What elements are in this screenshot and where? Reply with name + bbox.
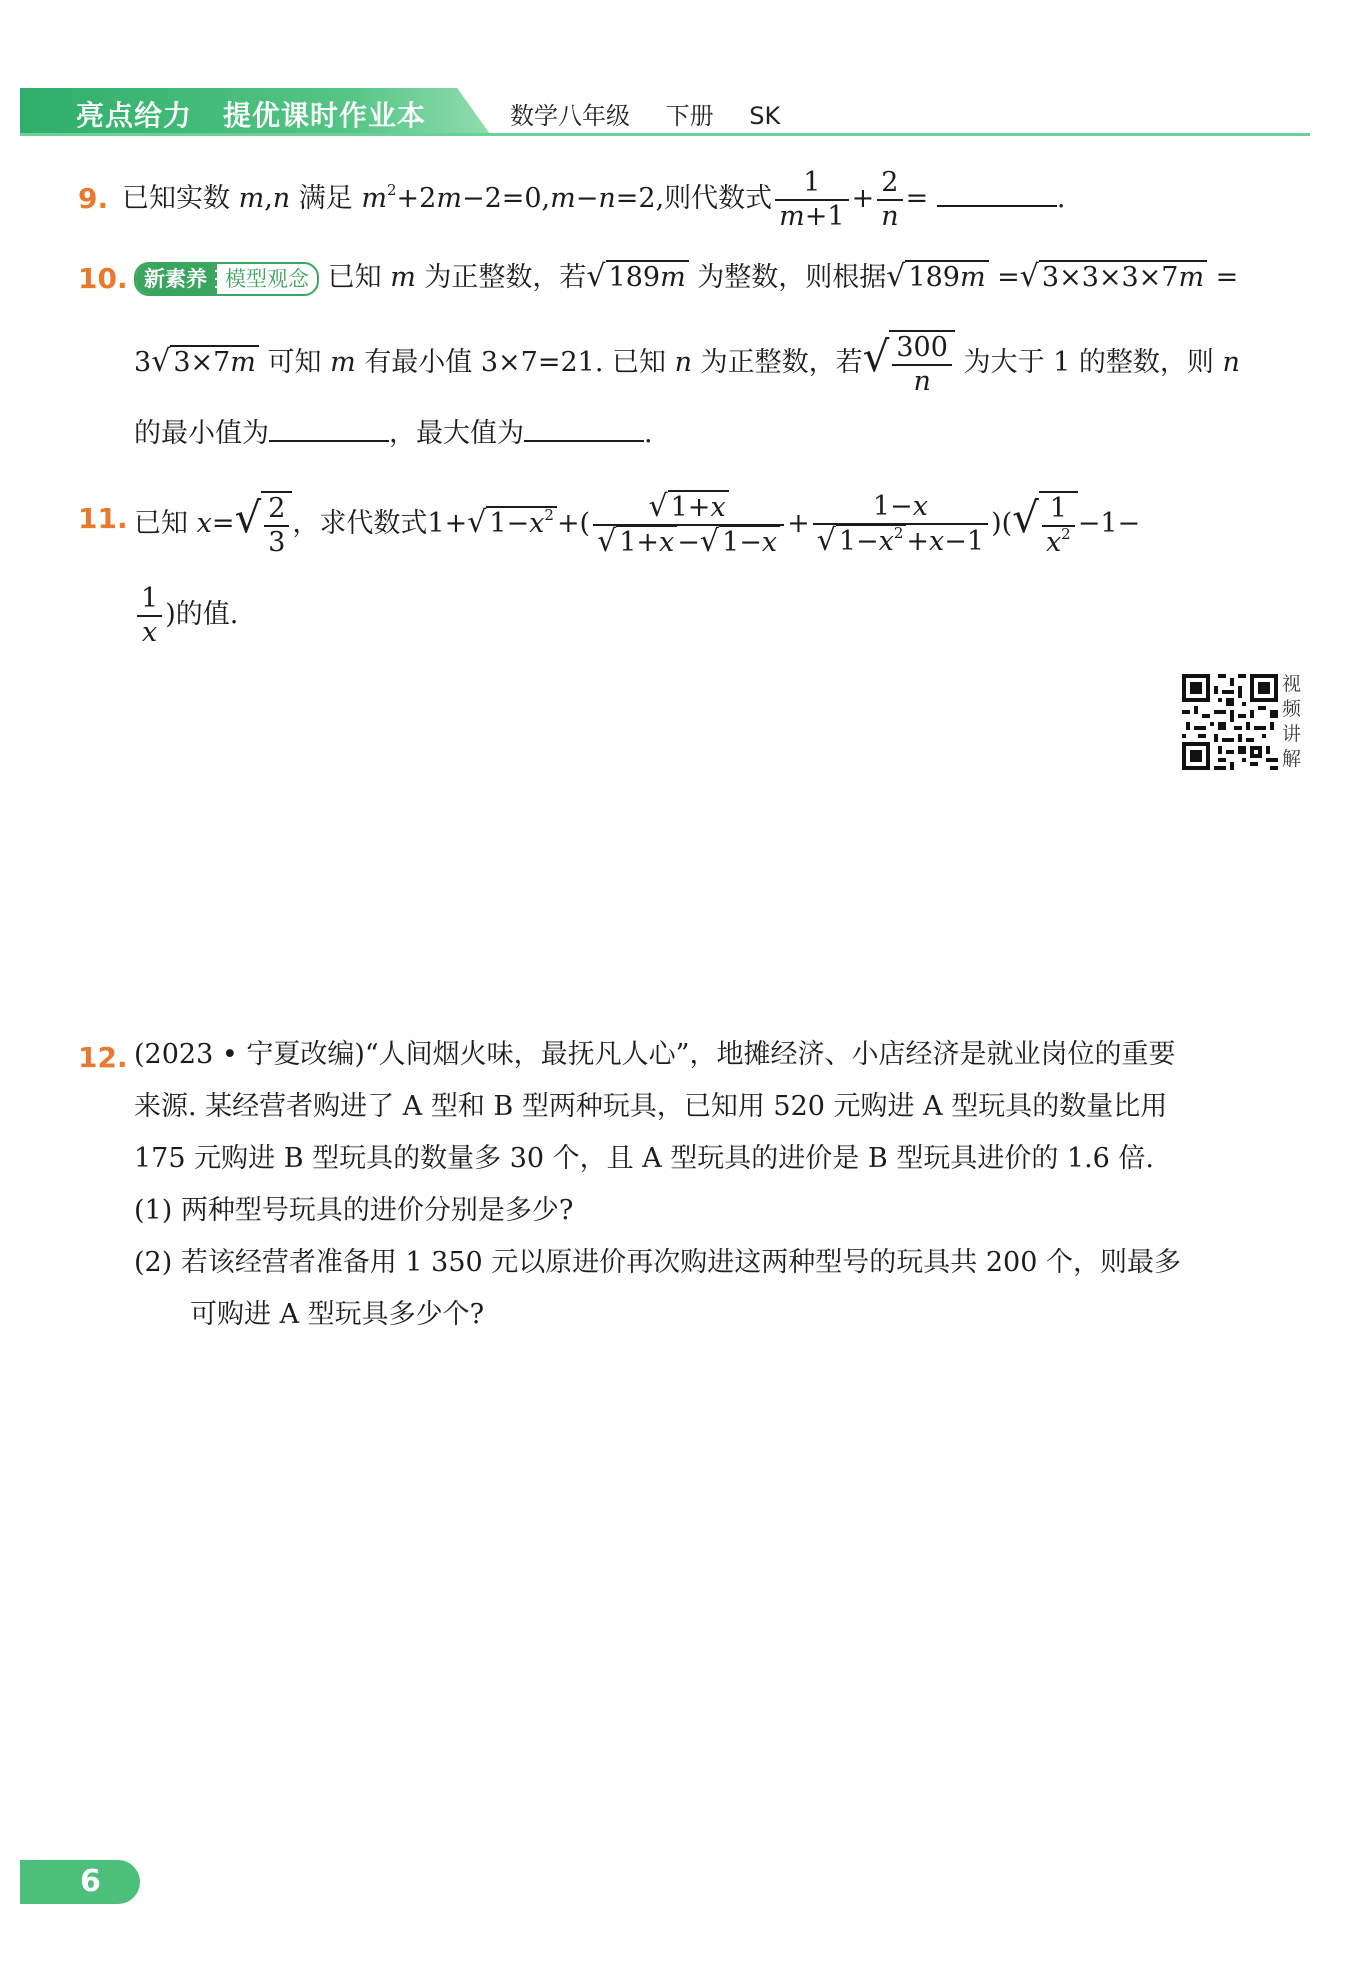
q9-answer-blank[interactable] [937, 179, 1057, 207]
header-subject: 数学八年级 [510, 102, 630, 130]
q10-text: 为正整数，若 [700, 347, 863, 378]
q10-line-3: 的最小值为 ，最大值为 . [134, 414, 653, 451]
q11-line-1: 已知 x=√ $\frac{2}{3}$ ，求代数式1+√ $1-x^2$ +( $\frac{√ 1+x}{√ 1+x -√ 1-x}$ + $\frac{1-x}{√ 1-x^2 +x-1}$ )(√ $\frac{1}{x^2}$ −1− [134, 478, 1140, 564]
q10-radical: √ 189m [886, 260, 988, 295]
q10-line-1: 新素养 模型观念 已知 m 为正整数，若√ 189m 为整数，则根据√ 189m =√ 3×3×3×7m = [134, 260, 1238, 296]
q9-text: 已知实数 [122, 183, 230, 214]
q11-fraction: $\frac{√ 1+x}{√ 1+x -√ 1-x}$ [593, 491, 784, 559]
q11-line-2: $\frac{1}{x}$ )的值. [134, 580, 238, 650]
q12-line-1: (2023 • 宁夏改编)“人间烟火味，最抚凡人心”，地摊经济、小店经济是就业岗位的重要 [134, 1039, 1176, 1070]
q10-text: 的最小值为 [134, 418, 269, 449]
q10-max-answer-blank[interactable] [524, 414, 644, 442]
header-series-title: 亮点给力 [76, 99, 193, 132]
q10-radical: √ 3×3×3×7m [1020, 260, 1207, 295]
page-number: 6 [80, 1864, 101, 1899]
literacy-tag: 新素养 模型观念 [134, 262, 319, 296]
q10-radical: √ 189m [586, 260, 688, 295]
q12-line-2: 来源. 某经营者购进了 A 型和 B 型两种玩具，已知用 520 元购进 A 型玩具的数量比用 [134, 1091, 1168, 1122]
q10-min-answer-blank[interactable] [269, 414, 389, 442]
q11-radical: √ $1-x^2$ [467, 483, 557, 564]
q12-subquestion-1: (1) 两种型号玩具的进价分别是多少? [134, 1195, 574, 1226]
q12-number: 12. [78, 1041, 128, 1074]
q10-text: ，最大值为 [389, 418, 524, 449]
q10-radical: √ 3×7m [151, 327, 259, 398]
q9-fraction: $\frac{1}{m+1}$ [775, 167, 848, 233]
qr-code-icon[interactable] [1182, 674, 1278, 770]
header-divider [20, 133, 1310, 136]
q9-line: 已知实数 m,n 满足 $m^2+2m-2=0,m-n=2$,则代数式 $\frac{1}{m+1}$ + $\frac{2}{n}$ = . [122, 166, 1066, 232]
q11-number: 11. [78, 502, 128, 535]
q11-text: 的值. [175, 599, 239, 630]
q10-text: 有最小值 3×7=21. 已知 [364, 347, 667, 378]
header-volume: 下册 [665, 102, 714, 130]
q9-number: 9. [78, 182, 109, 215]
q10-radical: √ $\frac{300}{n}$ [863, 322, 955, 398]
header-book-info [510, 96, 808, 131]
q12-subquestion-2-cont: 可购进 A 型玩具多少个? [190, 1299, 485, 1330]
q10-text: 为大于 1 的整数，则 [963, 347, 1214, 378]
header-series-subtitle: 提优课时作业本 [223, 99, 427, 132]
q12-subquestion-2: (2) 若该经营者准备用 1 350 元以原进价再次购进这两种型号的玩具共 200 个，则最多 [134, 1247, 1181, 1278]
q11-fraction: $\frac{1}{x}$ [137, 583, 162, 649]
q10-number: 10. [78, 262, 128, 295]
q11-text: 已知 [134, 508, 188, 539]
q10-text: 可知 [267, 347, 322, 378]
q9-fraction: $\frac{2}{n}$ [877, 167, 902, 233]
q10-text: 已知 [327, 262, 382, 293]
q9-text: 满足 [298, 183, 353, 214]
q11-text: ，求代数式 [292, 508, 428, 539]
header-edition: SK [749, 102, 781, 130]
qr-label: 视 频 讲 解 [1282, 673, 1302, 770]
q9-text: 则代数式 [664, 183, 773, 214]
q11-radical: √ $\frac{2}{3}$ [234, 478, 292, 564]
q10-line-2: 3√ 3×7m 可知 m 有最小值 3×7=21. 已知 n 为正整数，若√ $\frac{300}{n}$ 为大于 1 的整数，则 n [134, 322, 1240, 398]
q10-text: 为正整数，若 [424, 262, 587, 293]
q10-text: 为整数，则根据 [697, 262, 887, 293]
q12-line-3: 175 元购进 B 型玩具的数量多 30 个，且 A 型玩具的进价是 B 型玩具进价的 1.6 倍. [134, 1143, 1155, 1174]
q11-fraction: $\frac{1-x}{√ 1-x^2 +x-1}$ [813, 491, 988, 558]
q11-radical: √ $\frac{1}{x^2}$ −1 [1012, 492, 1118, 558]
